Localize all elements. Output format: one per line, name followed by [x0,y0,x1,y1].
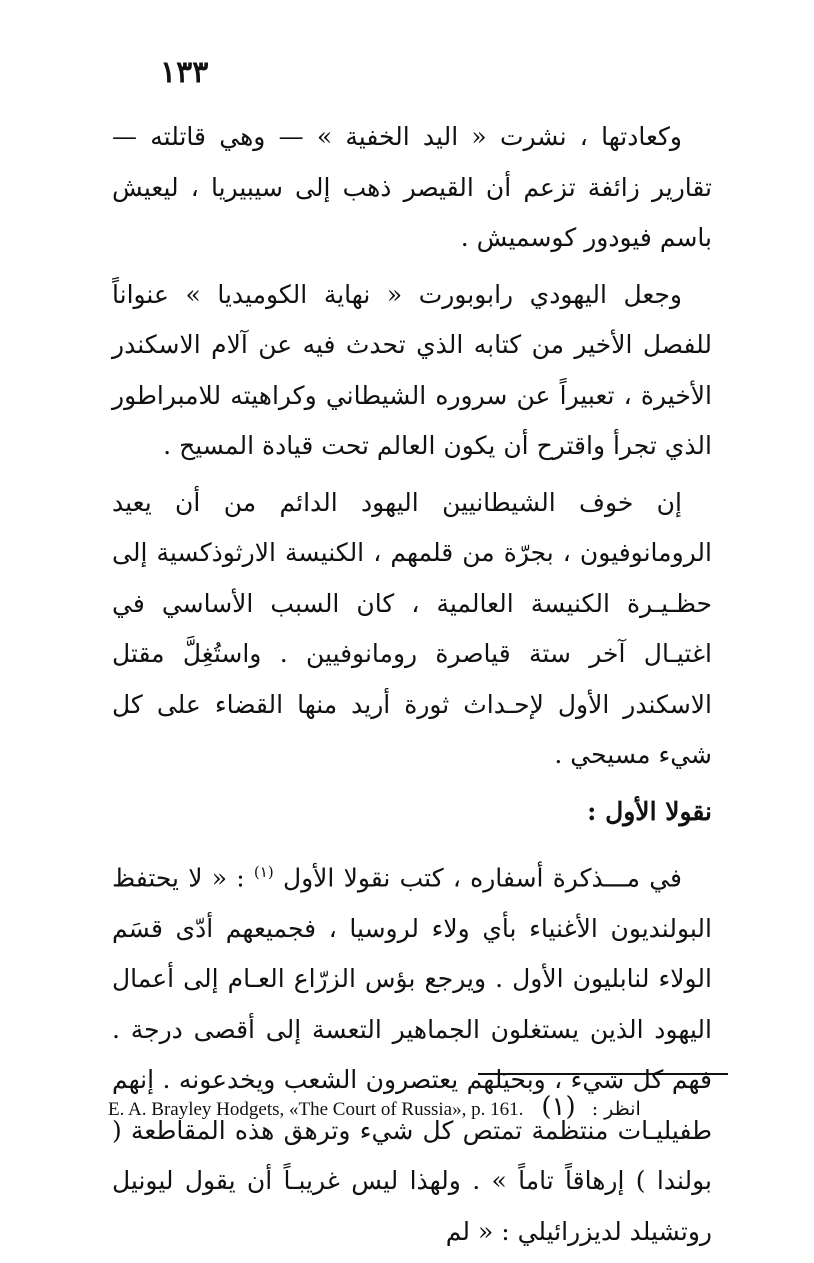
body-text [112,112,712,1263]
footnote-label: انظر : [591,1098,641,1120]
paragraph-2: وجعل اليهودي رابوبورت « نهاية الكوميديا » عنواناً للفصل الأخير من كتابه الذي تحدث فيه عن آلام الاسكندر الأخيرة ، تعبيراً عن سروره الشيطاني وكراهيته للامبراطور الذي تجرأ واقترح أن يكون العالم تحت قيادة المسيح . [112,279,712,460]
footnote-citation: E. A. Brayley Hodgets, «The Court of Russia», p. 161. [108,1099,524,1120]
section-paragraph [112,847,712,1257]
footnote-marker: (١) [541,1092,576,1122]
section-paragraph-quote: : « لا يحتفظ البولنديون الأغنياء بأي ولاء لروسيا ، فجميعهم أدّى قسَم الولاء لنابليون الأول . ويرجع بؤس الزرّاع العـام إلى أعمال اليهود الذين يستغلون الجماهير التعسة إلى أقصى درجة . فهم كل شيء ، وبحيَلهم يعتصرون الشعب ويخدعونه . إنهم طفيليـات منتظمة تمتص كل شيء وترهق هذه المقاطعة ( بولندا ) إرهاقاً تاماً » . ولهذا ليس غريبـاً أن يقول ليونيل روتشيلد لديزرائيلي : « لم [112,863,712,1246]
section-heading: نقولا الأول : [587,796,712,826]
paragraph-3: إن خوف الشيطانيين اليهود الدائم من أن يعيد الرومانوفيون ، بجرّة من قلمهم ، الكنيسة الارثوذكسية إلى حظـيـرة الكنيسة العالمية ، كان السبب الأساسي في اغتيـال آخر ستة قياصرة رومانوفيين . واستُغِلَّ مقتل الاسكندر الأول لإحـداث ثورة أريد منها القضاء على كل شيء مسيحي . [112,487,712,769]
footnote-reference: (١) [253,863,274,881]
section-paragraph-start: في مـــذكرة أسفاره ، كتب نقولا الأول [282,863,682,893]
footnote-divider [478,1073,728,1075]
footnote [108,1092,718,1122]
paragraph-1: وكعادتها ، نشرت « اليد الخفية » — وهي قاتلته — تقارير زائفة تزعم أن القيصر ذهب إلى سيبيريا ، ليعيش باسم فيودور كوسميش . [112,122,712,252]
page-number: ١٣٣ [160,55,209,90]
